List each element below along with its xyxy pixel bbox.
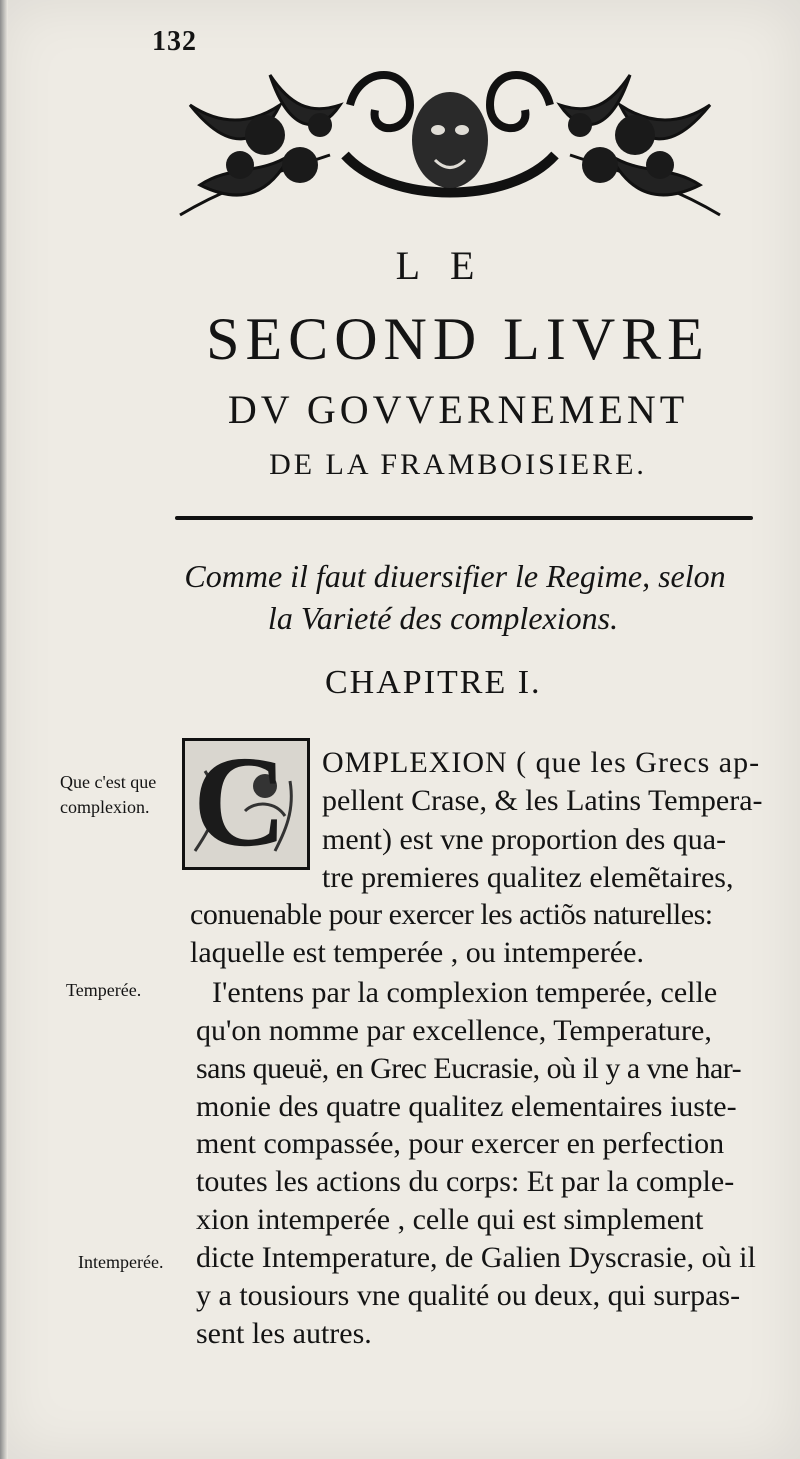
- body-line: sent les autres.: [196, 1317, 372, 1350]
- margin-note-intemperee: Intemperée.: [78, 1252, 164, 1272]
- body-line: ment compassée, pour exercer en perfection: [196, 1127, 725, 1160]
- title-line-2: SECOND LIVRE: [206, 306, 710, 372]
- title-line-4: DE LA FRAMBOISIERE.: [269, 448, 647, 481]
- body-line: sans queuë, en Grec Eucrasie, où il y a vne har-: [196, 1052, 742, 1085]
- body-line: toutes les actions du corps: Et par la comple-: [196, 1165, 735, 1198]
- ornamental-headpiece: [170, 65, 730, 220]
- body-line: monie des quatre qualitez elementaires iuste-: [196, 1090, 737, 1123]
- body-line: tre premieres qualitez elemẽtaires,: [322, 861, 734, 894]
- body-line: y a tousiours vne qualité ou deux, qui surpas-: [196, 1279, 741, 1312]
- chapter-heading: CHAPITRE I.: [325, 664, 542, 701]
- body-line: I'entens par la complexion temperée, celle: [212, 976, 718, 1009]
- page-number: 132: [152, 26, 197, 57]
- body-line: xion intemperée , celle qui est simplement: [196, 1203, 704, 1236]
- body-line: laquelle est temperée , ou intemperée.: [190, 936, 644, 969]
- body-line: OMPLEXION ( que les Grecs ap-: [322, 746, 761, 779]
- body-line: qu'on nomme par excellence, Temperature,: [196, 1014, 712, 1047]
- page-edge-shadow: [0, 0, 8, 1459]
- body-line: conuenable pour exercer les actiõs naturelles:: [190, 898, 713, 931]
- body-line: dicte Intemperature, de Galien Dyscrasie, où il: [196, 1241, 756, 1274]
- margin-note-complexion: Que c'est que complexion.: [60, 772, 157, 817]
- body-line: pellent Crase, & les Latins Tempera-: [322, 784, 763, 817]
- body-line: ment) est vne proportion des qua-: [322, 823, 727, 856]
- chapter-subtitle-line-1: Comme il faut diuersifier le Regime, selon: [184, 558, 726, 594]
- horizontal-rule: [175, 516, 753, 520]
- margin-note-temperee: Temperée.: [66, 980, 142, 1000]
- title-line-3: DV GOVVERNEMENT: [227, 387, 689, 432]
- chapter-subtitle-line-2: la Varieté des complexions.: [267, 600, 619, 636]
- decorated-initial: [182, 738, 310, 870]
- title-line-1: LE: [395, 243, 505, 288]
- initial-letter: C: [193, 738, 287, 870]
